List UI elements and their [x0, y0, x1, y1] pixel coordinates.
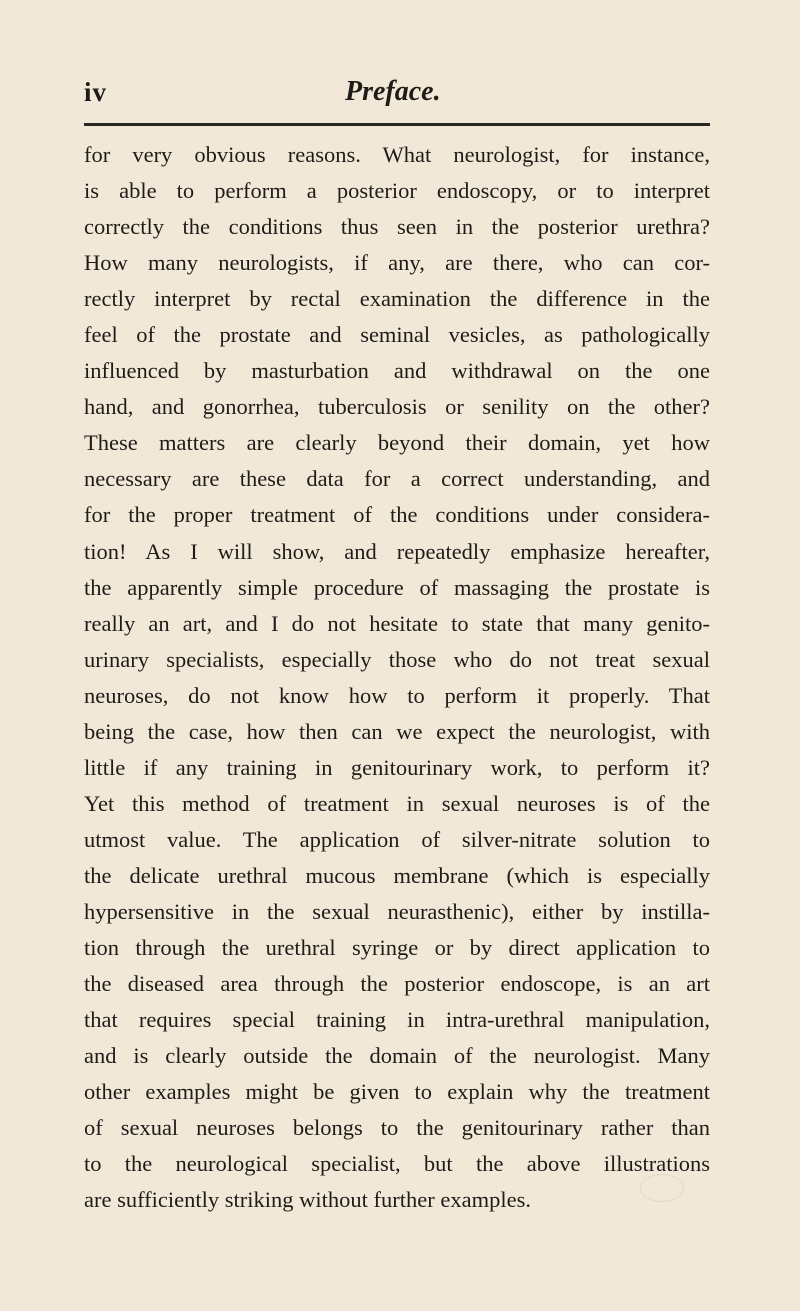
text-line: to the neurological specialist, but the above illustrations	[84, 1151, 710, 1177]
text-line: utmost value. The application of silver-nitrate solution to	[84, 826, 710, 852]
running-head: Preface.	[345, 76, 441, 107]
text-line: other examples might be given to explain why the treatment	[84, 1079, 710, 1105]
text-line: really an art, and I do not hesitate to state that many genito-	[84, 610, 710, 636]
header-rule	[84, 123, 710, 126]
text-line: tion through the urethral syringe or by direct application to	[84, 935, 710, 961]
text-line: rectly interpret by rectal examination the difference in the	[84, 286, 710, 312]
text-line: and is clearly outside the domain of the neurologist. Many	[84, 1043, 710, 1069]
faint-library-stamp	[640, 1174, 684, 1202]
text-line: hand, and gonorrhea, tuberculosis or senility on the other?	[84, 394, 710, 420]
text-line: the diseased area through the posterior endoscope, is an art	[84, 971, 710, 997]
body-paragraph	[84, 137, 710, 1218]
text-line: How many neurologists, if any, are there, who can cor-	[84, 250, 710, 276]
text-line-last: are sufficiently striking without further examples.	[84, 1187, 531, 1213]
text-line: Yet this method of treatment in sexual neuroses is of the	[84, 790, 710, 816]
text-line: the delicate urethral mucous membrane (which is especially	[84, 862, 710, 888]
text-line: influenced by masturbation and withdrawal on the one	[84, 358, 710, 384]
text-line: urinary specialists, especially those who do not treat sexual	[84, 646, 710, 672]
text-line: for the proper treatment of the conditions under considera-	[84, 502, 710, 528]
page-number: iv	[84, 77, 108, 107]
text-line: neuroses, do not know how to perform it properly. That	[84, 682, 710, 708]
text-line: is able to perform a posterior endoscopy, or to interpret	[84, 178, 710, 204]
text-line: little if any training in genitourinary work, to perform it?	[84, 754, 710, 780]
text-line: that requires special training in intra-urethral manipulation,	[84, 1007, 710, 1033]
text-line: correctly the conditions thus seen in the posterior urethra?	[84, 214, 710, 240]
text-line: the apparently simple procedure of massaging the prostate is	[84, 574, 710, 600]
text-line: being the case, how then can we expect the neurologist, with	[84, 718, 710, 744]
text-line: feel of the prostate and seminal vesicles, as pathologically	[84, 322, 710, 348]
page-header	[84, 72, 710, 112]
text-line: necessary are these data for a correct understanding, and	[84, 466, 710, 492]
text-line: for very obvious reasons. What neurologist, for instance,	[84, 142, 710, 167]
text-line: hypersensitive in the sexual neurasthenic), either by instilla-	[84, 898, 710, 924]
text-line: tion! As I will show, and repeatedly emphasize hereafter,	[84, 538, 710, 564]
text-line: These matters are clearly beyond their domain, yet how	[84, 430, 710, 456]
text-line: of sexual neuroses belongs to the genitourinary rather than	[84, 1115, 710, 1141]
